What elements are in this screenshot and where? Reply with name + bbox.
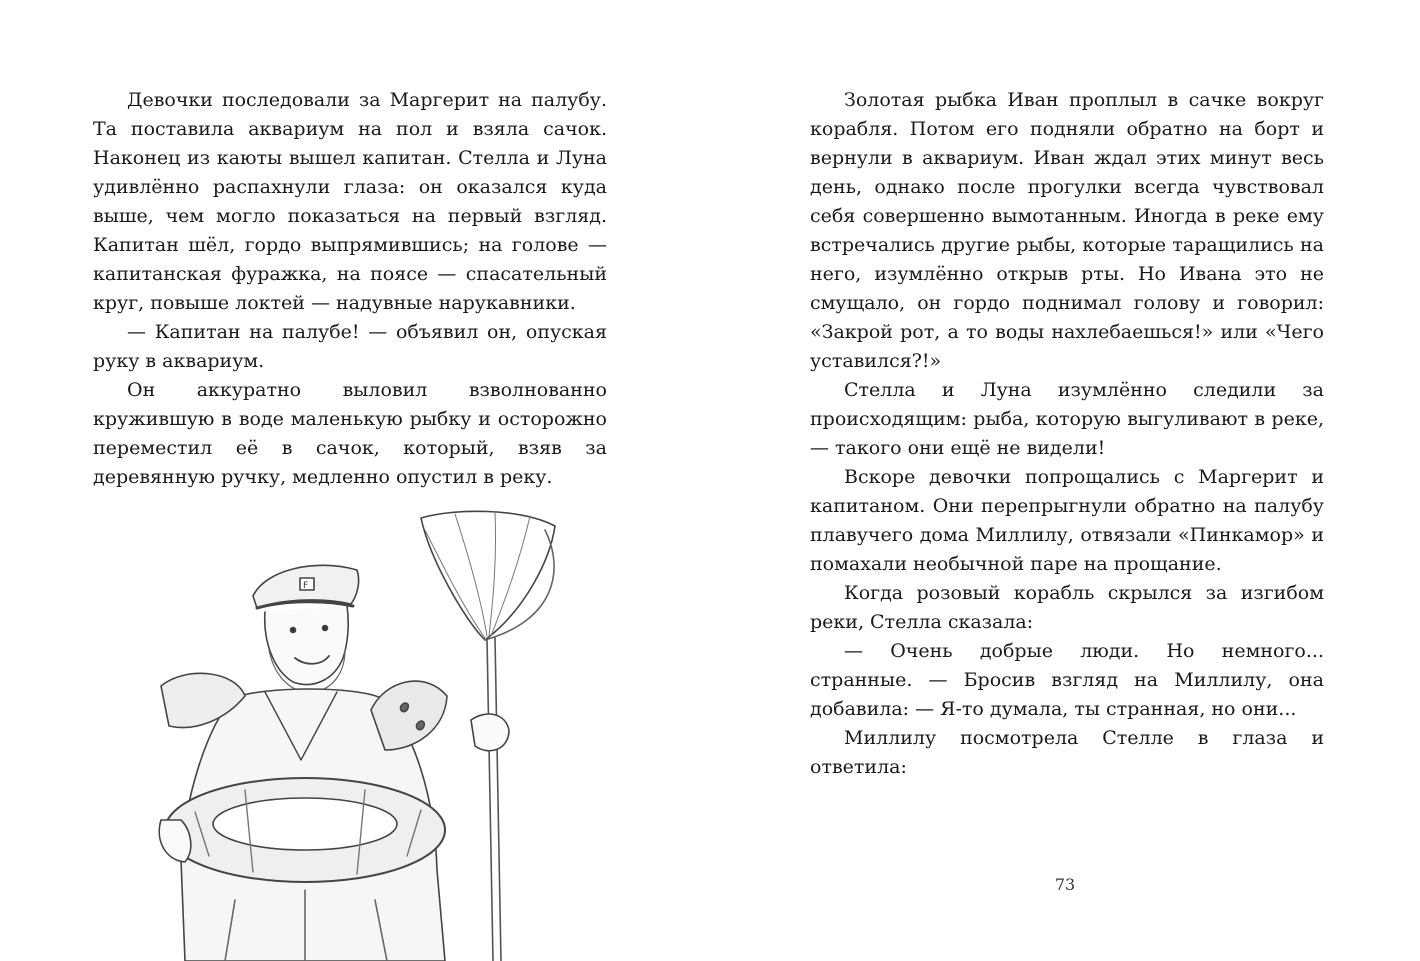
- right-page-text: [810, 86, 1324, 782]
- paragraph: Стелла и Луна изумлённо следили за происходящим: рыба, которую выгуливают в реке, — такого они ещё не видели!: [810, 379, 1324, 459]
- hand-left: [159, 820, 191, 862]
- paragraph: Он аккуратно выловил взволнованно кружившую в воде маленькую рыбку и осторожно переместил её в сачок, который, взяв за деревянную ручку, медленно опустил в реку.: [93, 379, 607, 488]
- hand: [471, 714, 509, 751]
- armband-right: [371, 681, 447, 750]
- life-ring-hole: [213, 798, 397, 850]
- right-page: [710, 0, 1420, 961]
- net-hoop: [421, 511, 555, 640]
- page-number: 73: [1054, 875, 1076, 894]
- eye-left: [291, 628, 296, 633]
- left-page-text: [93, 86, 607, 492]
- paragraph: Девочки последовали за Маргерит на палубу. Та поставила аквариум на пол и взяла сачок. Наконец из каюты вышел капитан. Стелла и Луна удивлённо распахнули глаза: он оказался куда выше, чем могло показаться на первый взгляд. Капитан шёл, гордо выпрямившись; на голове — капитанская фуражка, на поясе — спасательный круг, повыше локтей — надувные нарукавники.: [93, 89, 607, 314]
- paragraph: — Очень добрые люди. Но немного... странные. — Бросив взгляд на Миллилу, она добавила: — Я-то думала, ты странная, но они...: [810, 640, 1324, 720]
- paragraph: — Капитан на палубе! — объявил он, опуская руку в аквариум.: [93, 321, 607, 372]
- paragraph: Миллилу посмотрела Стелле в глаза и ответила:: [810, 727, 1324, 778]
- net-pole: [487, 638, 501, 961]
- paragraph: Когда розовый корабль скрылся за изгибом реки, Стелла сказала:: [810, 582, 1324, 633]
- paragraph: Вскоре девочки попрощались с Маргерит и капитаном. Они перепрыгнули обратно на палубу плавучего дома Миллилу, отвязали «Пинкамор» и помахали необычной паре на прощание.: [810, 466, 1324, 575]
- eye-right: [323, 626, 328, 631]
- cap-letter: F: [303, 581, 309, 591]
- net-mesh: [425, 512, 530, 638]
- captain-illustration: [125, 500, 585, 961]
- paragraph: Золотая рыбка Иван проплыл в сачке вокруг корабля. Потом его подняли обратно на борт и вернули в аквариум. Иван ждал этих минут весь день, однако после прогулки всегда чувствовал себя совершенно вымотанным. Иногда в реке ему встречались другие рыбы, которые таращились на него, изумлённо открыв рты. Но Ивана это не смущало, он гордо поднимал голову и говорил: «Закрой рот, а то воды нахлебаешься!» или «Чего уставился?!»: [810, 89, 1324, 372]
